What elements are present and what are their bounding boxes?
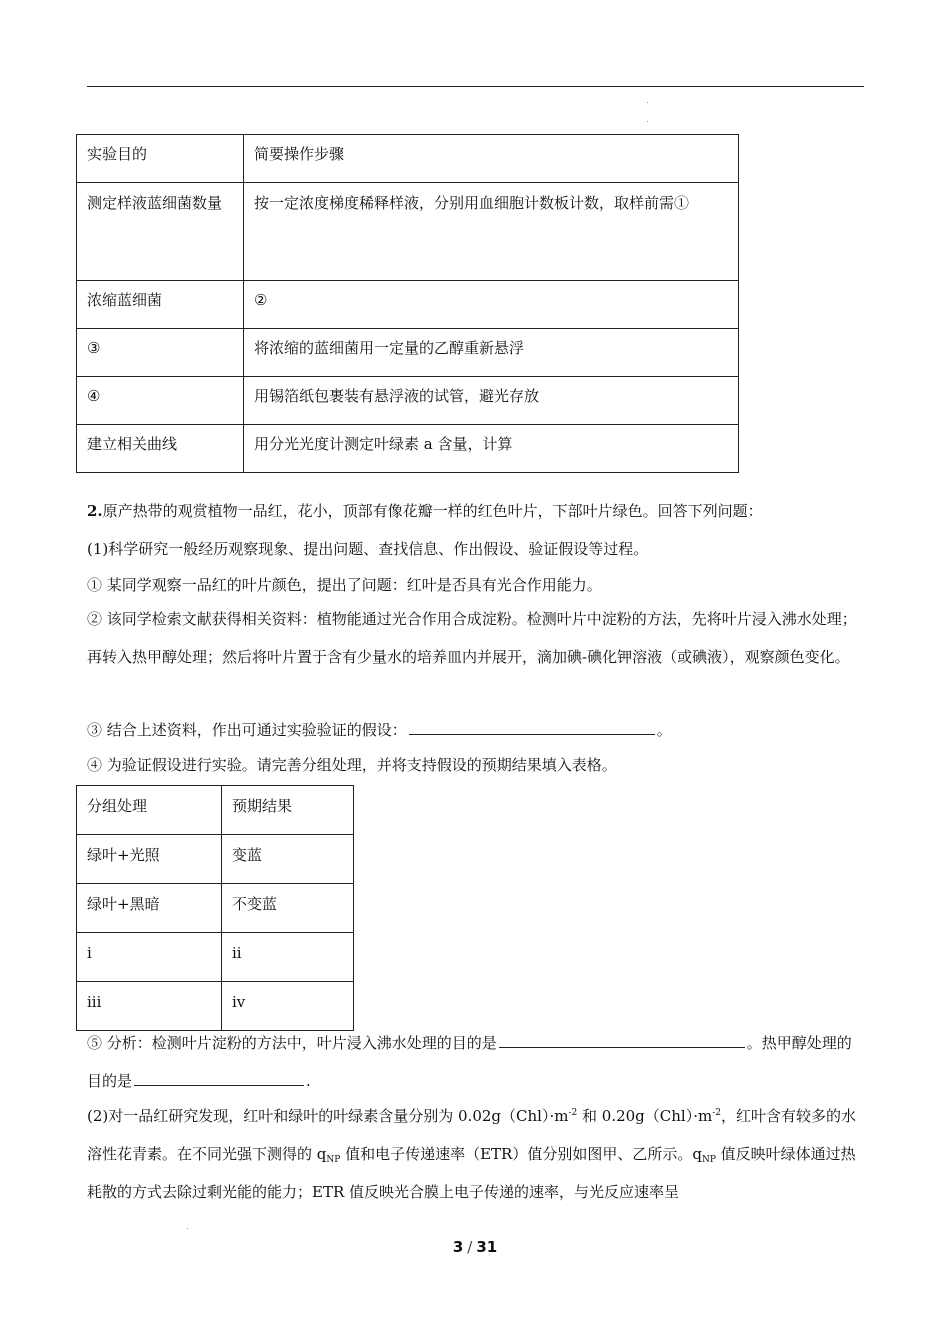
table-row — [77, 135, 739, 183]
table-cell: 将浓缩的蓝细菌用一定量的乙醇重新悬浮 — [244, 329, 739, 377]
exponent: -2 — [568, 1108, 578, 1118]
table-row — [77, 329, 739, 377]
current-page: 3 — [452, 1238, 464, 1256]
step4-text: ④ 为验证假设进行实验。请完善分组处理，并将支持假设的预期结果填入表格。 — [87, 756, 617, 774]
table-row — [77, 183, 739, 281]
subscript: NP — [701, 1155, 716, 1165]
table-cell: ii — [222, 933, 354, 982]
table-cell: i — [77, 933, 222, 982]
page-number — [0, 1238, 950, 1256]
table-cell: 绿叶+光照 — [77, 835, 222, 884]
step5-part-a: ⑤ 分析：检测叶片淀粉的方法中，叶片浸入沸水处理的目的是 — [87, 1034, 497, 1052]
step5-end: . — [306, 1072, 311, 1090]
table-row — [77, 425, 739, 473]
table-cell: 预期结果 — [222, 786, 354, 835]
subscript: NP — [326, 1155, 341, 1165]
table-cell: ④ — [77, 377, 244, 425]
answer-blank[interactable] — [499, 1029, 745, 1048]
table-row — [77, 281, 739, 329]
answer-blank[interactable] — [134, 1067, 304, 1086]
page-separator: / — [467, 1238, 473, 1256]
experiment-steps-table — [76, 134, 739, 473]
step1-text: ① 某同学观察一品红的叶片颜色，提出了问题：红叶是否具有光合作用能力。 — [87, 576, 602, 594]
part1-text: (1)科学研究一般经历观察现象、提出问题、查找信息、作出假设、验证假设等过程。 — [87, 540, 649, 558]
part2-c: ，红叶含有较多的水溶性花青素。在不同光强下测得的 q — [87, 1107, 856, 1163]
table-cell: 按一定浓度梯度稀释样液，分别用血细胞计数板计数，取样前需① — [244, 183, 739, 281]
header-rule — [87, 86, 864, 87]
table-cell: iv — [222, 982, 354, 1031]
step2-text: ② 该同学检索文献获得相关资料：植物能通过光合作用合成淀粉。检测叶片中淀粉的方法，先将叶片浸入沸水处理；再转入热甲醇处理；然后将叶片置于含有少量水的培养皿内并展开，滴加碘-碘化钾溶液（或碘液），观察颜色变化。 — [87, 610, 857, 666]
table-cell: 建立相关曲线 — [77, 425, 244, 473]
part2-text — [87, 1097, 864, 1211]
speck — [647, 121, 648, 122]
table-cell: 不变蓝 — [222, 884, 354, 933]
table-row — [77, 933, 354, 982]
answer-blank[interactable] — [409, 716, 655, 735]
table-row — [77, 884, 354, 933]
step3-end: 。 — [656, 721, 672, 739]
table-cell: 分组处理 — [77, 786, 222, 835]
table-cell: 变蓝 — [222, 835, 354, 884]
table-cell: 简要操作步骤 — [244, 135, 739, 183]
table-cell: 实验目的 — [77, 135, 244, 183]
question-number: 2. — [87, 502, 103, 520]
table-cell: 用分光光度计测定叶绿素 a 含量，计算 — [244, 425, 739, 473]
question-intro — [87, 492, 864, 530]
table-cell: ② — [244, 281, 739, 329]
grouping-table — [76, 785, 354, 1031]
table-row — [77, 835, 354, 884]
part2-b: 和 0.20g（Chl）·m — [577, 1107, 713, 1125]
step5-text — [87, 1024, 864, 1100]
table-cell: 用锡箔纸包裹装有悬浮液的试管，避光存放 — [244, 377, 739, 425]
total-pages: 31 — [476, 1238, 498, 1256]
intro-text: 原产热带的观赏植物一品红，花小，顶部有像花瓣一样的红色叶片，下部叶片绿色。回答下列问题： — [102, 502, 763, 520]
step3-line — [87, 711, 864, 749]
table-cell: 浓缩蓝细菌 — [77, 281, 244, 329]
speck — [187, 1228, 188, 1229]
table-cell: ③ — [77, 329, 244, 377]
table-row — [77, 377, 739, 425]
table-cell: iii — [77, 982, 222, 1031]
speck — [647, 102, 648, 103]
table-row — [77, 786, 354, 835]
exponent: -2 — [712, 1108, 721, 1118]
step5-part-b: 。热甲醇处理的目的是 — [87, 1034, 852, 1090]
table-cell: 测定样液蓝细菌数量 — [77, 183, 244, 281]
part2-a: (2)对一品红研究发现，红叶和绿叶的叶绿素含量分别为 0.02g（Chl）·m — [87, 1107, 569, 1125]
part2-d: 值和电子传递速率（ETR）值分别如图甲、乙所示。q — [340, 1145, 702, 1163]
part2-e: 值反映叶绿体通过热耗散的方式去除过剩光能的能力；ETR 值反映光合膜上电子传递的速率，与光反应速率呈 — [87, 1145, 856, 1201]
step3-text: ③ 结合上述资料，作出可通过实验验证的假设： — [87, 721, 407, 739]
table-cell: 绿叶+黑暗 — [77, 884, 222, 933]
